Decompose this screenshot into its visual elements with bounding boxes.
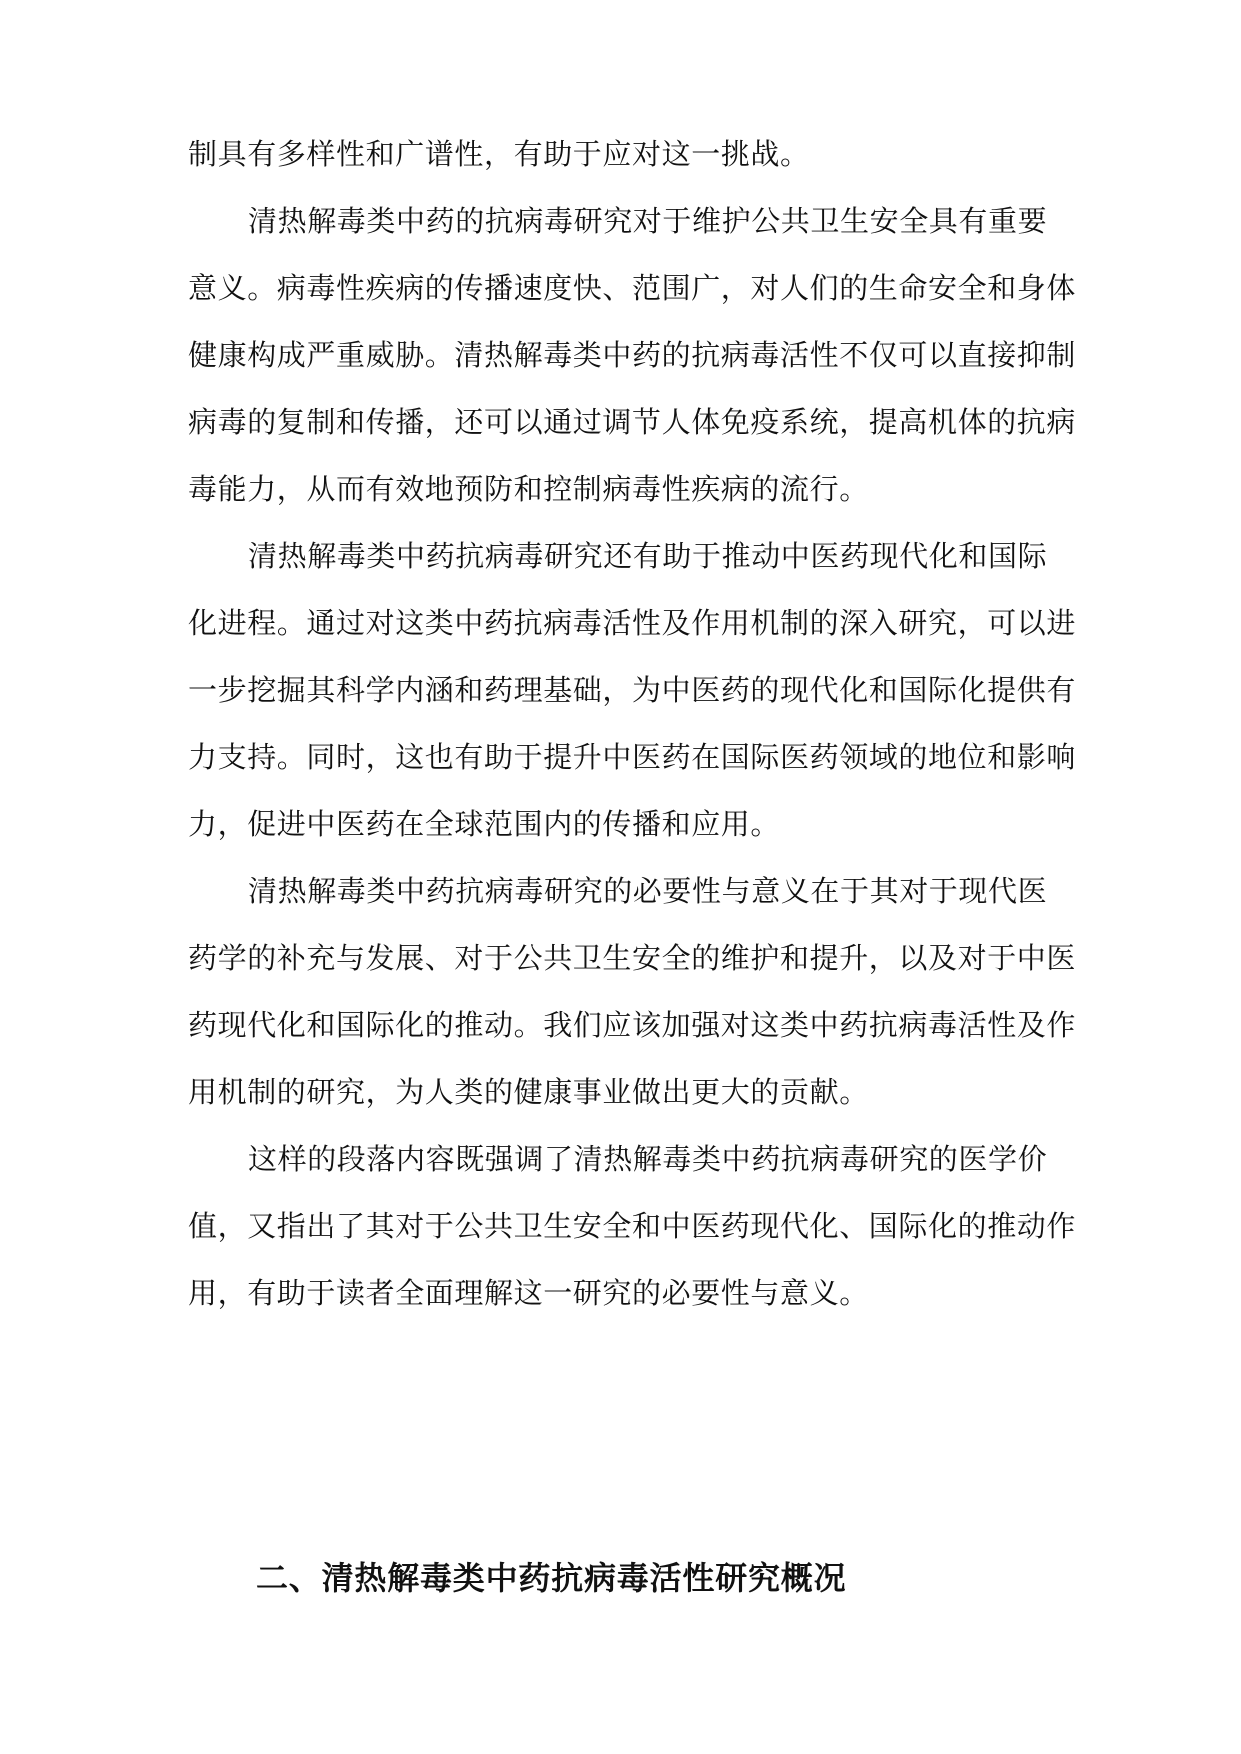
paragraph-line: 药现代化和国际化的推动。我们应该加强对这类中药抗病毒活性及作: [188, 1008, 1077, 1042]
paragraph-line: 制具有多样性和广谱性，有助于应对这一挑战。: [188, 137, 810, 171]
paragraph-line: 意义。病毒性疾病的传播速度快、范围广，对人们的生命安全和身体: [188, 271, 1077, 305]
paragraph-line: 健康构成严重威胁。清热解毒类中药的抗病毒活性不仅可以直接抑制: [188, 338, 1077, 372]
paragraph-line: 用机制的研究，为人类的健康事业做出更大的贡献。: [188, 1075, 869, 1109]
paragraph-line: 清热解毒类中药的抗病毒研究对于维护公共卫生安全具有重要: [248, 204, 1048, 238]
section-heading: 二、清热解毒类中药抗病毒活性研究概况: [256, 1559, 847, 1597]
paragraph-line: 这样的段落内容既强调了清热解毒类中药抗病毒研究的医学价: [248, 1142, 1048, 1176]
paragraph-line: 药学的补充与发展、对于公共卫生安全的维护和提升，以及对于中医: [188, 941, 1077, 975]
paragraph-line: 化进程。通过对这类中药抗病毒活性及作用机制的深入研究，可以进: [188, 606, 1077, 640]
paragraph-line: 力，促进中医药在全球范围内的传播和应用。: [188, 807, 781, 841]
paragraph-line: 一步挖掘其科学内涵和药理基础，为中医药的现代化和国际化提供有: [188, 673, 1077, 707]
paragraph-line: 清热解毒类中药抗病毒研究的必要性与意义在于其对于现代医: [248, 874, 1048, 908]
paragraph-line: 病毒的复制和传播，还可以通过调节人体免疫系统，提高机体的抗病: [188, 405, 1077, 439]
paragraph-line: 毒能力，从而有效地预防和控制病毒性疾病的流行。: [188, 472, 869, 506]
paragraph-line: 用，有助于读者全面理解这一研究的必要性与意义。: [188, 1276, 869, 1310]
paragraph-line: 力支持。同时，这也有助于提升中医药在国际医药领域的地位和影响: [188, 740, 1077, 774]
paragraph-line: 值，又指出了其对于公共卫生安全和中医药现代化、国际化的推动作: [188, 1209, 1077, 1243]
paragraph-line: 清热解毒类中药抗病毒研究还有助于推动中医药现代化和国际: [248, 539, 1048, 573]
